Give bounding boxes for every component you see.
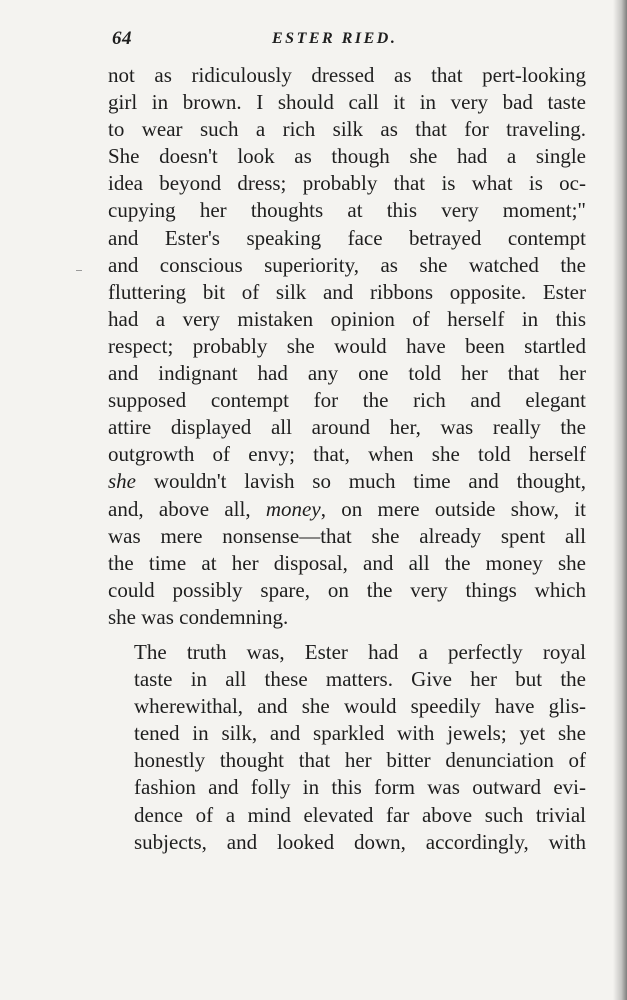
emphasis: money [265,496,321,521]
text-line: and Ester's speaking face betrayed contempt [108,225,586,250]
text-line: She doesn't look as though she had a single [108,144,586,169]
text-line: and, above all, money, on mere outside show, it [108,496,586,521]
text-line: attire displayed all around her, was really the [108,415,586,440]
text-line: cupying her thoughts at this very moment;" [108,198,586,223]
page-number: 64 [112,28,132,49]
page-header [112,28,582,54]
text-line: The truth was, Ester had a perfectly royal [134,639,586,664]
text-line: to wear such a rich silk as that for traveling. [108,117,586,142]
text-line: had a very mistaken opinion of herself in this [108,306,586,331]
text-line: fashion and folly in this form was outward evi- [134,775,586,800]
text-line: she wouldn't lavish so much time and thought, [108,469,586,494]
text-line: and conscious superiority, as she watched the [108,252,586,277]
text-line: the time at her disposal, and all the money she [108,550,586,575]
paragraph-2 [108,639,586,856]
text-line: outgrowth of envy; that, when she told herself [108,442,586,467]
text-line: and indignant had any one told her that her [108,361,586,386]
text-line: dence of a mind elevated far above such trivial [134,802,586,827]
running-head: ESTER RIED. [272,30,398,47]
margin-mark [76,270,82,271]
text-line: honestly thought that her bitter denunciation of [134,748,586,773]
text-line: not as ridiculously dressed as that pert-looking [108,63,586,87]
page-edge-shadow [613,0,627,1000]
text-line: respect; probably she would have been startled [108,333,586,358]
text-line: tened in silk, and sparkled with jewels; yet she [134,721,586,746]
text-line: fluttering bit of silk and ribbons opposite. Ester [108,279,586,304]
text-line: supposed contempt for the rich and elegant [108,388,586,413]
body-text [108,62,586,856]
text-line: girl in brown. I should call it in very bad taste [108,90,586,115]
text-line: wherewithal, and she would speedily have glis- [134,694,586,719]
emphasis: she [108,469,136,494]
text-line: could possibly spare, on the very things which [108,577,586,602]
text-line: taste in all these matters. Give her but the [134,667,586,692]
text-line: subjects, and looked down, accordingly, with [134,829,586,854]
paragraph-1 [108,62,586,631]
text-line: she was condemning. [108,604,289,629]
text-line: was mere nonsense—that she already spent all [108,523,586,548]
text-line: idea beyond dress; probably that is what is oc- [108,171,586,196]
